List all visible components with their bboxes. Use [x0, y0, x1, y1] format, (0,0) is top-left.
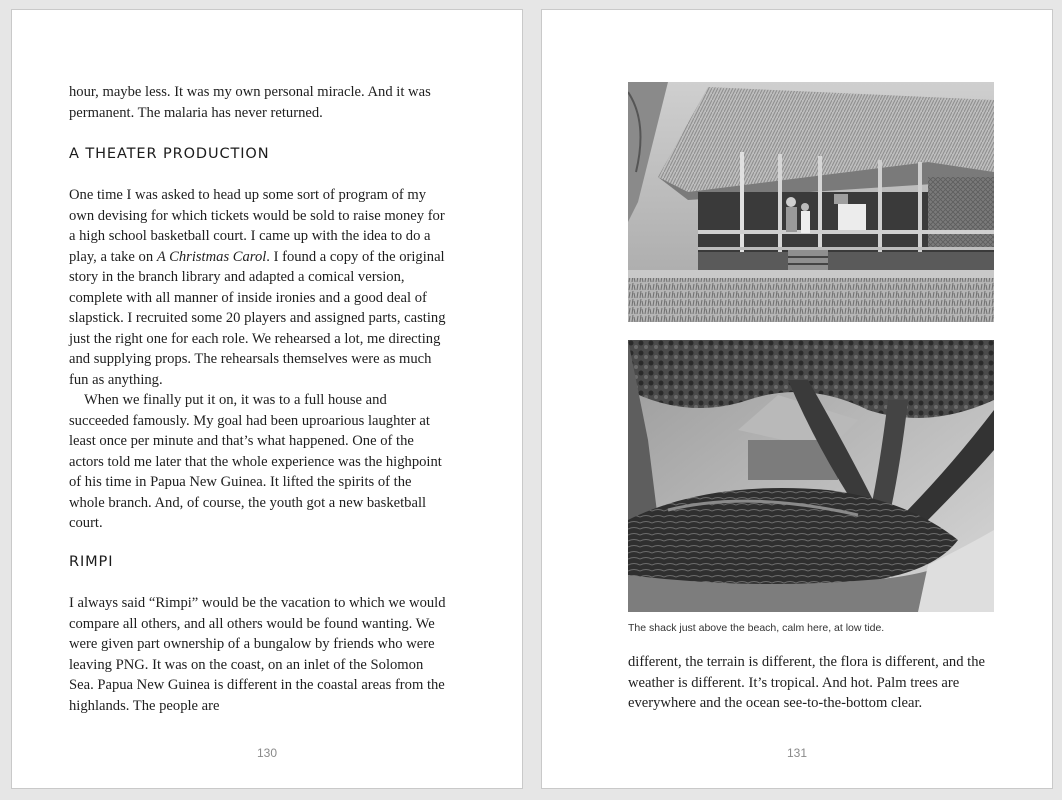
theater-section-text — [69, 185, 449, 534]
page-number: 131 — [786, 746, 808, 760]
tree-photo-image — [628, 340, 994, 612]
theater-paragraph-2: When we finally put it on, it was to a full house and succeeded famously. My goal had been uproarious laughter at least once per minute and that’s what happened. One of the actors told me later that the whole experience was the highpoint of his time in Papua New Guinea. It lifted the spirits of the whole branch. And, of course, the youth got a new basketball court. — [69, 392, 442, 531]
section-heading-rimpi: RIMPI — [69, 554, 114, 570]
left-page — [11, 9, 523, 789]
paragraph-text: One time I was asked to head up some sort of program of my own devising for which tickets would be sold to raise money for a high school basketball court. I came up with the idea to do a play, a take on — [69, 187, 445, 265]
continued-text: different, the terrain is different, the flora is different, and the weather is different. It’s tropical. And hot. Palm trees are everywhere and the ocean see-to-the-bottom clear. — [628, 654, 986, 711]
section-heading-theater: A THEATER PRODUCTION — [69, 146, 270, 162]
theater-paragraph-1 — [69, 185, 449, 390]
right-page — [541, 9, 1053, 789]
rimpi-paragraph: I always said “Rimpi” would be the vacation to which we would compare all others, and all others would be found wanting. We were given part ownership of a bungalow by friends who were leaving PNG. It was on the coast, on an inlet of the Solomon Sea. Papua New Guinea is different in the coastal areas from the highlands. The people are — [69, 595, 446, 714]
book-title: A Christmas Carol — [156, 248, 267, 265]
tree-photo — [628, 340, 994, 612]
page-number: 130 — [256, 746, 278, 760]
shack-photo-image — [628, 82, 994, 322]
paragraph-text: . I found a copy of the original story in the branch library and adapted a comical version, complete with all manner of inside ironies and a good deal of slapstick. I recruited some 20 players and assigned parts, casting just the right one for each role. We rehearsed a lot, me directing and supplying props. The rehearsals themselves were as much fun as anything. — [69, 248, 446, 388]
continued-paragraph: hour, maybe less. It was my own personal miracle. And it was permanent. The malaria has never returned. — [69, 84, 431, 121]
photo-caption: The shack just above the beach, calm here, at low tide. — [628, 622, 885, 634]
shack-photo — [628, 82, 994, 322]
